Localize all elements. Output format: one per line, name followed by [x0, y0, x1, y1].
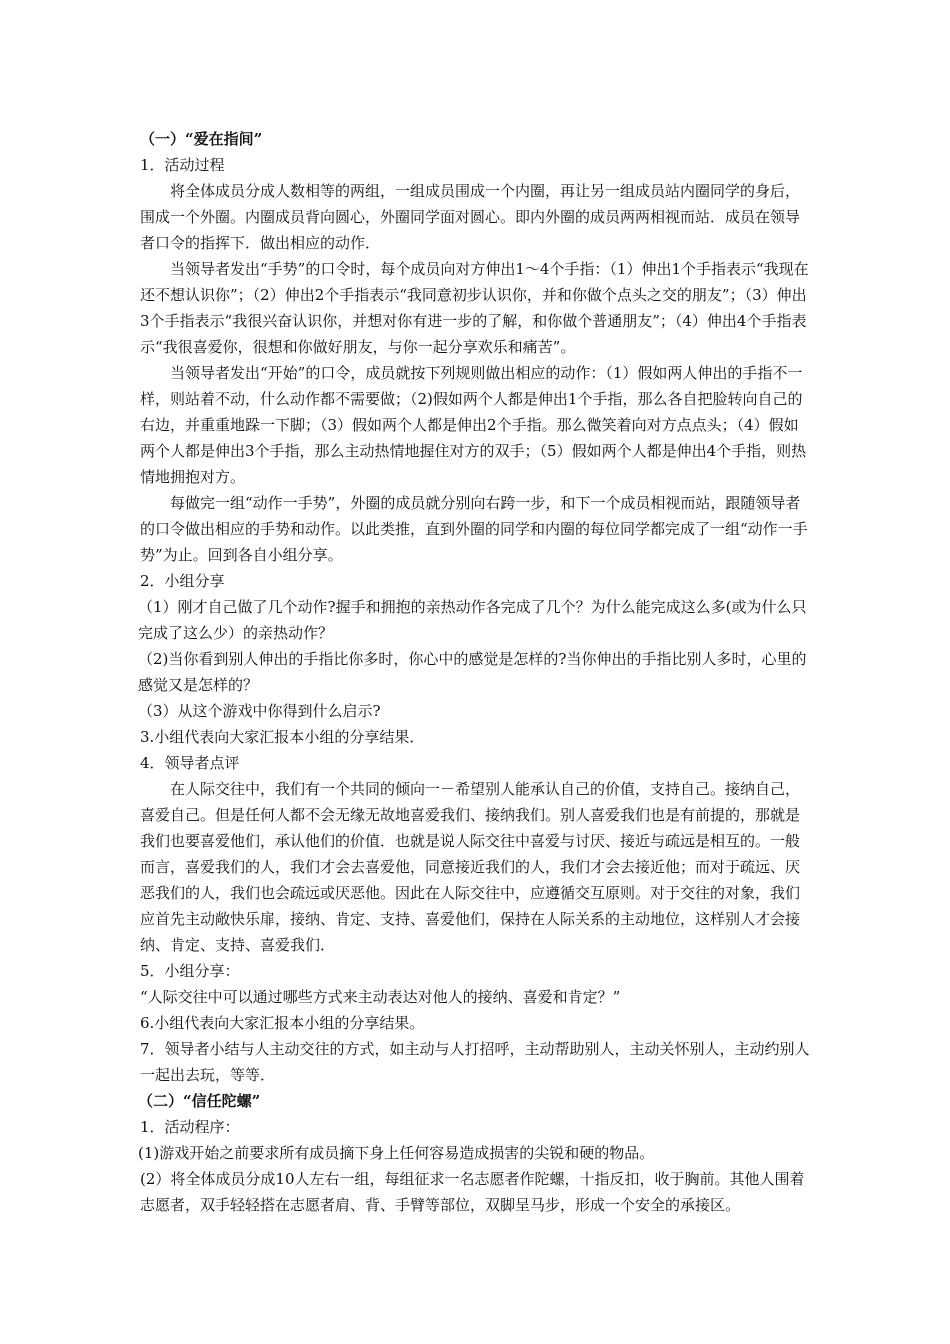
step-6-label: 6.小组代表向大家汇报本小组的分享结果。 — [140, 1014, 425, 1032]
step-4-label: 4．领导者点评 — [140, 754, 240, 772]
step-7-text: 7．领导者小结与人主动交往的方式，如主动与人打招呼，主动帮助别人，主动关怀别人，主动约别人一起出去玩，等等． — [140, 1040, 810, 1084]
step-1-label: 1．活动过程 — [140, 156, 225, 174]
step-1-paragraph-2: 当领导者发出“手势”的口令时，每个成员向对方伸出1～4个手指：（1）伸出1个手指表示“我现在还不想认识你”；（2）伸出2个手指表示“我同意初步认识你，并和你做个点头之交的朋友”；（3）伸出3个手指表示“我很兴奋认识你，并想对你有进一步的了解，和你做个普通朋友”；（4）伸出4个手指表示“我很喜爱你，很想和你做好朋友，与你一起分享欢乐和痛苦”。 — [140, 260, 809, 356]
section-2-item-2: (2）将全体成员分成10人左右一组，每组征求一名志愿者作陀螺，十指反扣，收于胸前。其他人围着志愿者，双手轻轻搭在志愿者肩、背、手臂等部位，双脚呈马步，形成一个安全的承接区。 — [140, 1170, 805, 1214]
document-page — [140, 126, 812, 1218]
section-2-title: （二）“信任陀螺” — [138, 1092, 261, 1110]
step-1-paragraph-3: 当领导者发出“开始”的口令，成员就按下列规则做出相应的动作：（1）假如两人伸出的手指不一样，则站着不动，什么动作都不需要做；（2)假如两个人都是伸出1个手指，那么各自把脸转向自己的右边，并重重地跺一下脚；（3）假如两个人都是伸出2个手指。那么微笑着向对方点点头；（4）假如两个人都是伸出3个手指，那么主动热情地握住对方的双手；（5）假如两个人都是伸出4个手指，则热情地拥抱对方。 — [140, 364, 807, 486]
section-2-item-1: (1)游戏开始之前要求所有成员摘下身上任何容易造成损害的尖锐和硬的物品。 — [138, 1144, 655, 1162]
step-2-question-1: （1）刚才自己做了几个动作?握手和拥抱的亲热动作各完成了几个？为什么能完成这么多(或为什么只完成了这么少）的亲热动作？ — [138, 598, 807, 642]
step-2-label: 2．小组分享 — [140, 572, 225, 590]
step-3-label: 3.小组代表向大家汇报本小组的分享结果． — [140, 728, 425, 746]
step-1-paragraph-1: 将全体成员分成人数相等的两组，一组成员围成一个内圈，再让另一组成员站内圈同学的身后，围成一个外圈。内圈成员背向圆心，外圈同学面对圆心。即内外圈的成员两两相视而站．成员在领导者口令的指挥下．做出相应的动作． — [140, 182, 801, 252]
step-2-question-2: （2)当你看到别人伸出的手指比你多时，你心中的感觉是怎样的?当你伸出的手指比别人多时，心里的感觉又是怎样的？ — [138, 650, 807, 694]
section-1-title: （一）“爱在指间” — [140, 130, 263, 148]
step-1-paragraph-4: 每做完一组“动作一手势”，外圈的成员就分别向右跨一步，和下一个成员相视而站，跟随领导者的口令做出相应的手势和动作。以此类推，直到外圈的同学和内圈的每位同学都完成了一组“动作一手势”为止。回到各自小组分享。 — [140, 494, 808, 564]
step-4-paragraph: 在人际交往中，我们有一个共同的倾向一－希望别人能承认自己的价值，支持自己。接纳自己，喜爱自己。但是任何人都不会无缘无故地喜爱我们、接纳我们。别人喜爱我们也是有前提的，那就是我们也要喜爱他们，承认他们的价值．也就是说人际交往中喜爱与讨厌、接近与疏远是相互的。一般而言，喜爱我们的人，我们才会去喜爱他，同意接近我们的人，我们才会去接近他；而对于疏远、厌恶我们的人，我们也会疏远或厌恶他。因此在人际交往中，应遵循交互原则。对于交往的对象，我们应首先主动敞快乐扉，接纳、肯定、支持、喜爱他们，保持在人际关系的主动地位，这样别人才会接纳、肯定、支持、喜爱我们． — [140, 780, 801, 954]
section-2-step-1-label: 1．活动程序： — [140, 1118, 240, 1136]
step-5-label: 5．小组分享： — [140, 962, 240, 980]
step-2-question-3: （3）从这个游戏中你得到什么启示? — [138, 702, 381, 720]
step-5-question: “人际交往中可以通过哪些方式来主动表达对他人的接纳、喜爱和肯定？” — [140, 988, 621, 1006]
